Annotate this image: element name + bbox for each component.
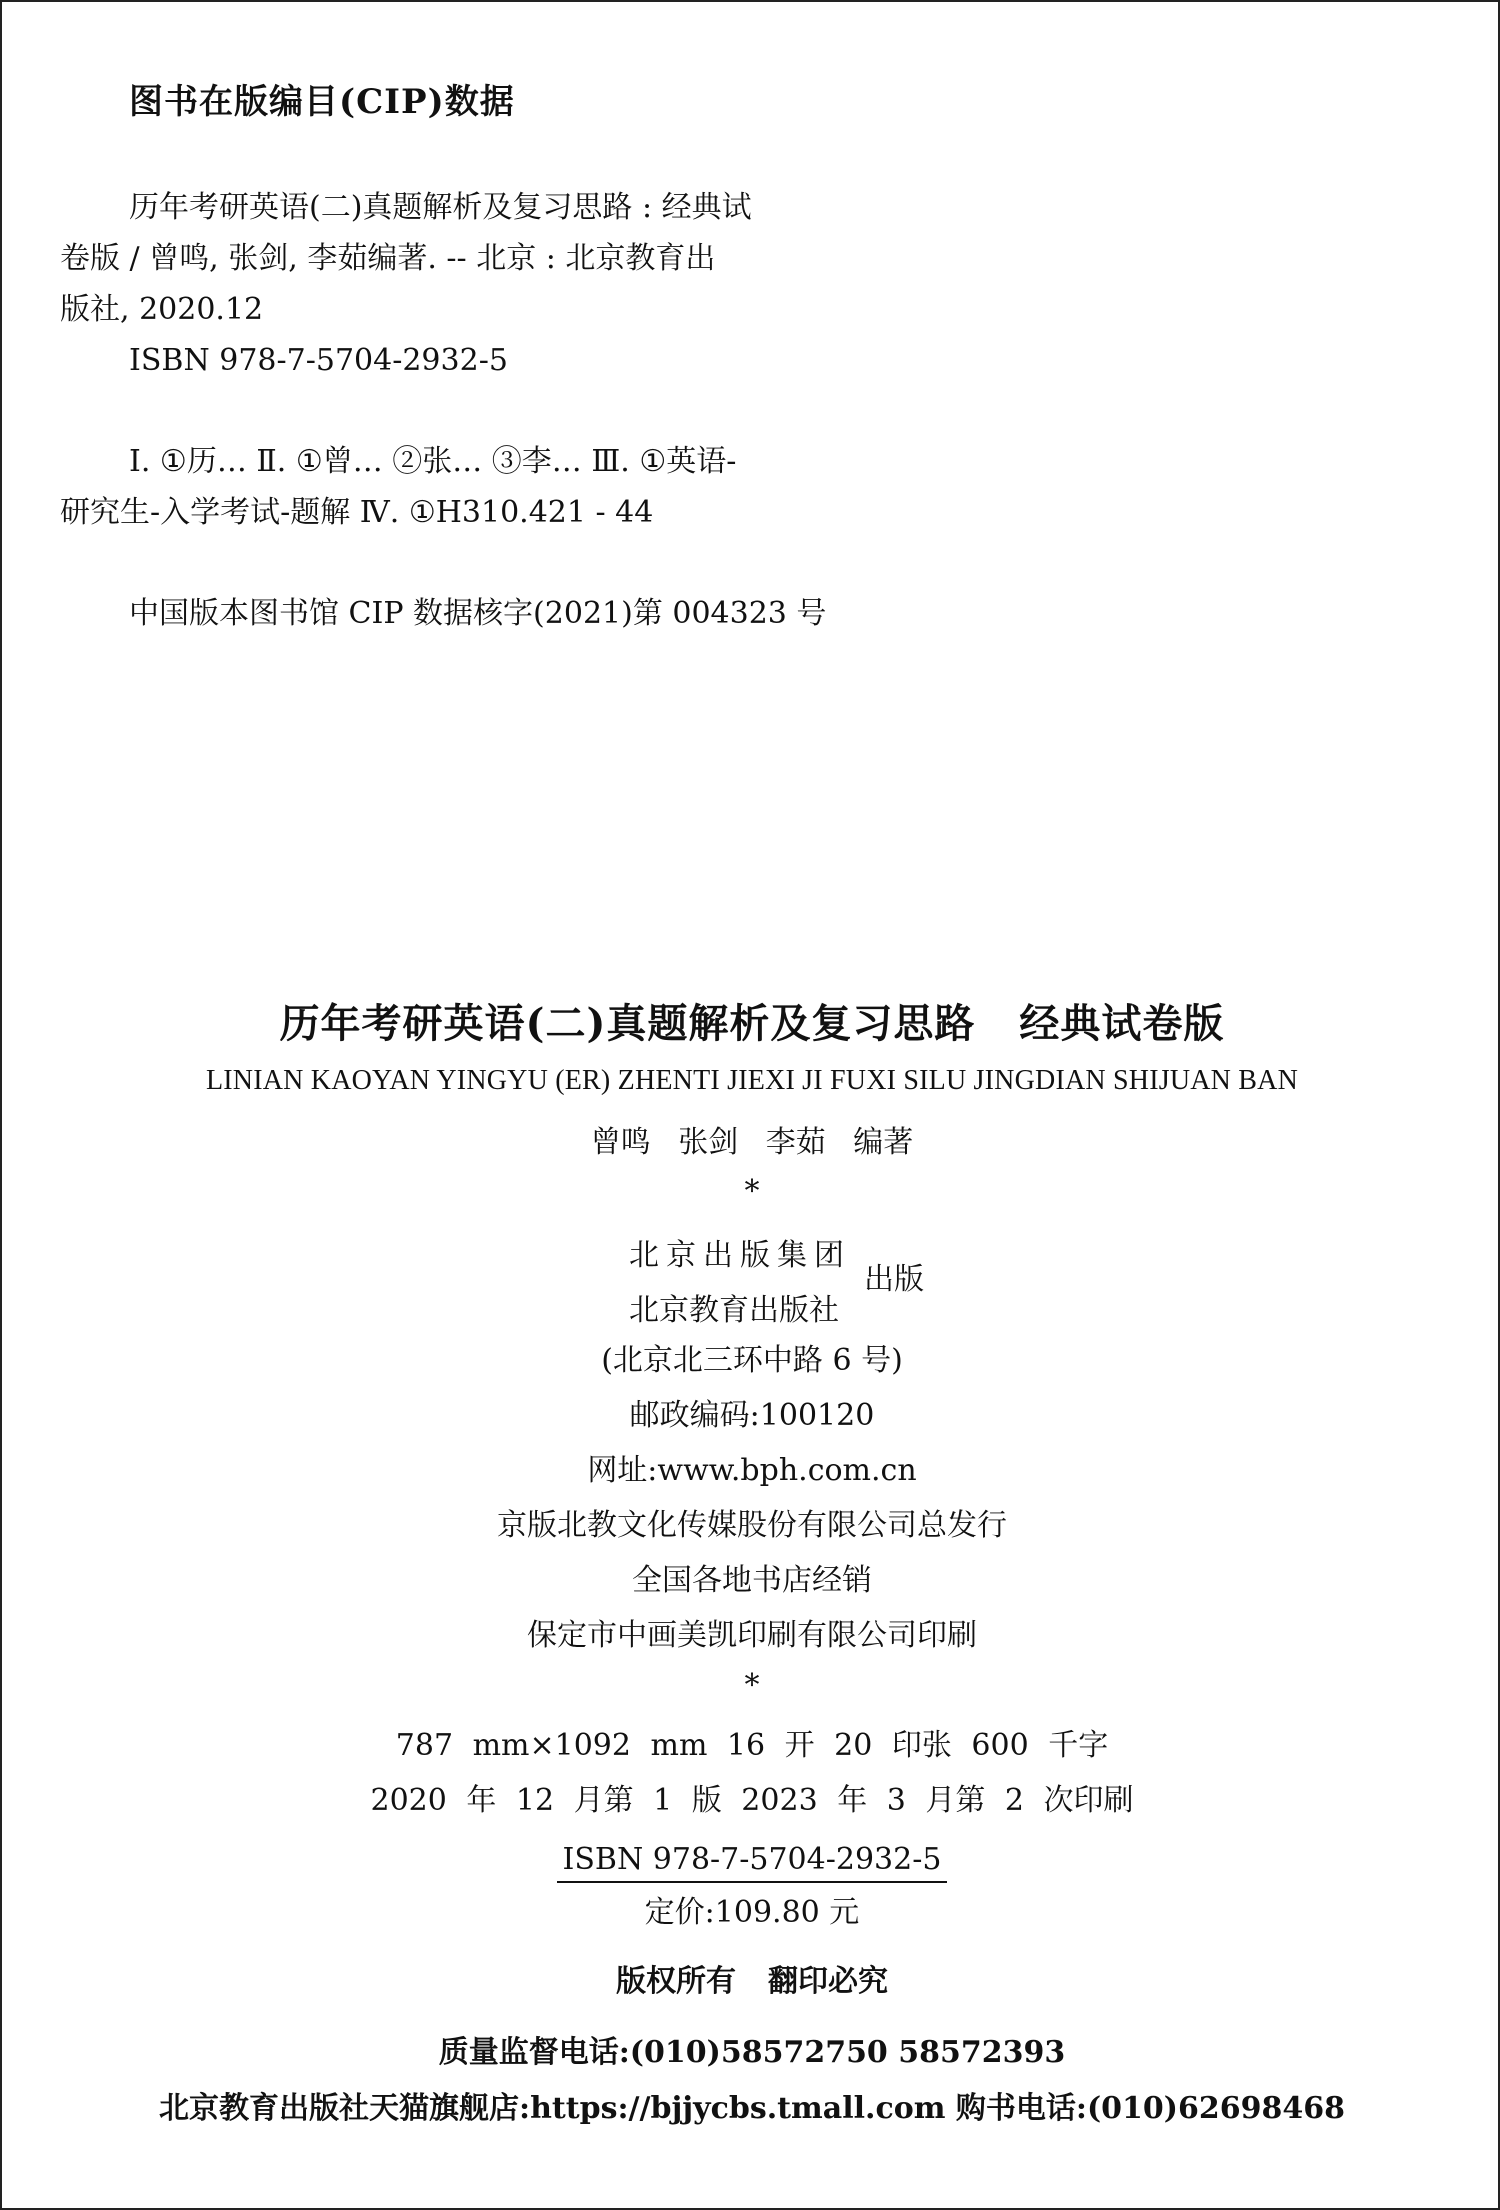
print-specs: 787 mm×1092 mm 16 开 20 印张 600 千字: [395, 1728, 1109, 1763]
separator-star: *: [744, 1174, 760, 1209]
book-title-main: 历年考研英语(二)真题解析及复习思路: [279, 1000, 976, 1047]
price: 定价:109.80 元: [644, 1895, 860, 1930]
copyright-notice: [2, 1956, 1500, 2000]
distributor: 京版北教文化传媒股份有限公司总发行: [497, 1508, 1007, 1543]
postcode: 邮政编码:100120: [629, 1398, 875, 1433]
book-title-edition: 经典试卷版: [1019, 1000, 1225, 1047]
quality-hotline: 质量监督电话:(010)58572750 58572393: [438, 2035, 1066, 2070]
cip-line-classification-cont: 研究生-入学考试-题解 Ⅳ. ①H310.421 - 44: [60, 495, 654, 530]
publisher-group-name: 北京出版集团: [629, 1238, 851, 1273]
cip-record: [60, 182, 880, 639]
book-authors: 曾鸣 张剑 李茹 编著: [590, 1125, 914, 1160]
cip-line-library-number: 中国版本图书馆 CIP 数据核字(2021)第 004323 号: [129, 596, 827, 631]
rights-reserved: 版权所有: [616, 1964, 736, 1999]
publisher-address: (北京北三环中路 6 号): [601, 1343, 903, 1378]
isbn-price-block: [2, 1842, 1500, 1931]
printer: 保定市中画美凯印刷有限公司印刷: [527, 1618, 977, 1653]
publish-label: 出版: [864, 1262, 924, 1297]
cip-line-classification: Ⅰ. ①历… Ⅱ. ①曾… ②张… ③李… Ⅲ. ①英语-: [129, 444, 737, 479]
cip-line-publisher-date: 版社, 2020.12: [60, 292, 264, 327]
book-title: [2, 992, 1500, 1049]
piracy-warning: 翻印必究: [768, 1964, 888, 1999]
isbn: ISBN 978-7-5704-2932-5: [557, 1842, 948, 1883]
seller: 全国各地书店经销: [632, 1563, 872, 1598]
website: 网址:www.bph.com.cn: [587, 1453, 917, 1488]
publisher-name: 北京教育出版社: [629, 1293, 839, 1328]
separator-star: *: [744, 1668, 760, 1703]
cip-line-title: 历年考研英语(二)真题解析及复习思路 : 经典试: [129, 190, 752, 225]
cip-line-isbn: ISBN 978-7-5704-2932-5: [129, 343, 508, 378]
cip-heading: 图书在版编目(CIP)数据: [129, 82, 515, 122]
cip-line-authors: 卷版 / 曾鸣, 张剑, 李茹编著. -- 北京 : 北京教育出: [60, 241, 716, 276]
book-title-pinyin: LINIAN KAOYAN YINGYU (ER) ZHENTI JIEXI JI FUXI SILU JINGDIAN SHIJUAN BAN: [205, 1065, 1299, 1096]
edition-info: 2020 年 12 月第 1 版 2023 年 3 月第 2 次印刷: [370, 1783, 1134, 1818]
online-store: 北京教育出版社天猫旗舰店:https://bjjycbs.tmall.com 购书电话:(010)62698468: [159, 2091, 1345, 2126]
publisher-block: [2, 1228, 1500, 1338]
